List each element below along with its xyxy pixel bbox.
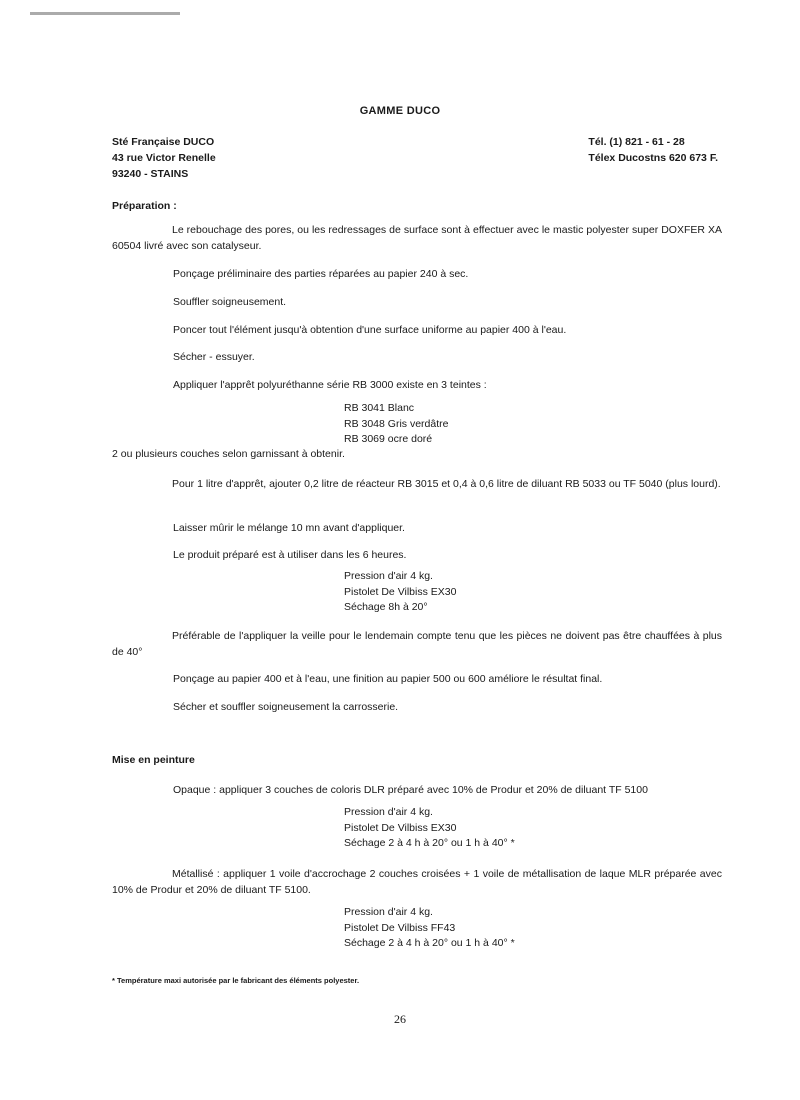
step-produit-prepare: Le produit préparé est à utiliser dans les 6 heures. bbox=[173, 549, 407, 561]
company-address bbox=[112, 134, 216, 182]
section-heading-mise-en-peinture: Mise en peinture bbox=[112, 754, 195, 766]
page-number: 26 bbox=[394, 1012, 406, 1026]
step-poncer: Poncer tout l'élément jusqu'à obtention d'une surface uniforme au papier 400 à l'eau. bbox=[173, 324, 567, 336]
step-secher: Sécher - essuyer. bbox=[173, 351, 255, 363]
spec-item: Pression d'air 4 kg. bbox=[344, 906, 433, 918]
step-poncage-preliminaire: Ponçage préliminaire des parties réparées au papier 240 à sec. bbox=[173, 268, 469, 280]
address-line: 93240 - STAINS bbox=[112, 168, 189, 180]
paragraph-rebouchage: Le rebouchage des pores, ou les redressages de surface sont à effectuer avec le mastic polyester super DOXFER XA 60504 livré avec son catalyseur. bbox=[112, 224, 722, 252]
address-line: 43 rue Victor Renelle bbox=[112, 152, 216, 164]
telex-line: Télex Ducostns 620 673 F. bbox=[588, 152, 718, 164]
paragraph-couches: 2 ou plusieurs couches selon garnissant à obtenir. bbox=[112, 448, 345, 460]
footnote: * Température maxi autorisée par le fabricant des éléments polyester. bbox=[112, 976, 360, 985]
paragraph-opaque: Opaque : appliquer 3 couches de coloris DLR préparé avec 10% de Produr et 20% de diluant TF 5100 bbox=[173, 784, 648, 796]
spec-item: Pression d'air 4 kg. bbox=[344, 806, 433, 818]
spec-item: Séchage 8h à 20° bbox=[344, 601, 428, 613]
metallise-specs bbox=[344, 905, 515, 952]
tint-item: RB 3048 Gris verdâtre bbox=[344, 417, 449, 430]
tint-list bbox=[344, 401, 448, 448]
address-line: Sté Française DUCO bbox=[112, 136, 215, 148]
phone-line: Tél. (1) 821 - 61 - 28 bbox=[588, 136, 685, 148]
tint-item: RB 3041 Blanc bbox=[344, 402, 415, 414]
document-title: GAMME DUCO bbox=[359, 105, 441, 117]
tint-item: RB 3069 ocre doré bbox=[344, 433, 433, 445]
spec-item: Séchage 2 à 4 h à 20° ou 1 h à 40° * bbox=[344, 937, 515, 949]
application-specs bbox=[344, 569, 456, 616]
step-laisser-murir: Laisser mûrir le mélange 10 mn avant d'appliquer. bbox=[173, 522, 405, 534]
step-appliquer-appret: Appliquer l'apprêt polyuréthanne série RB 3000 existe en 3 teintes : bbox=[173, 379, 487, 391]
company-contact bbox=[588, 134, 718, 166]
paragraph-metallise: Métallisé : appliquer 1 voile d'accrochage 2 couches croisées + 1 voile de métallisation de laque MLR préparée avec 10% de Produr et 20% de diluant TF 5100. bbox=[112, 868, 722, 896]
opaque-specs bbox=[344, 805, 515, 852]
spec-item: Pistolet De Vilbiss EX30 bbox=[344, 585, 457, 598]
spec-item: Pistolet De Vilbiss EX30 bbox=[344, 821, 457, 834]
paragraph-preferable: Préférable de l'appliquer la veille pour le lendemain compte tenu que les pièces ne doivent pas être chauffées à plus de 40° bbox=[112, 630, 722, 658]
spec-item: Pistolet De Vilbiss FF43 bbox=[344, 921, 456, 934]
paragraph-dosage: Pour 1 litre d'apprêt, ajouter 0,2 litre de réacteur RB 3015 et 0,4 à 0,6 litre de diluant RB 5033 ou TF 5040 (plus lourd). bbox=[172, 478, 721, 490]
step-souffler: Souffler soigneusement. bbox=[173, 296, 287, 308]
scan-edge-mark bbox=[30, 12, 180, 15]
spec-item: Pression d'air 4 kg. bbox=[344, 570, 433, 582]
spec-item: Séchage 2 à 4 h à 20° ou 1 h à 40° * bbox=[344, 837, 515, 849]
step-secher-souffler: Sécher et souffler soigneusement la carrosserie. bbox=[173, 701, 399, 713]
step-poncage-final: Ponçage au papier 400 et à l'eau, une finition au papier 500 ou 600 améliore le résultat final. bbox=[173, 673, 603, 685]
section-heading-preparation: Préparation : bbox=[112, 200, 177, 212]
